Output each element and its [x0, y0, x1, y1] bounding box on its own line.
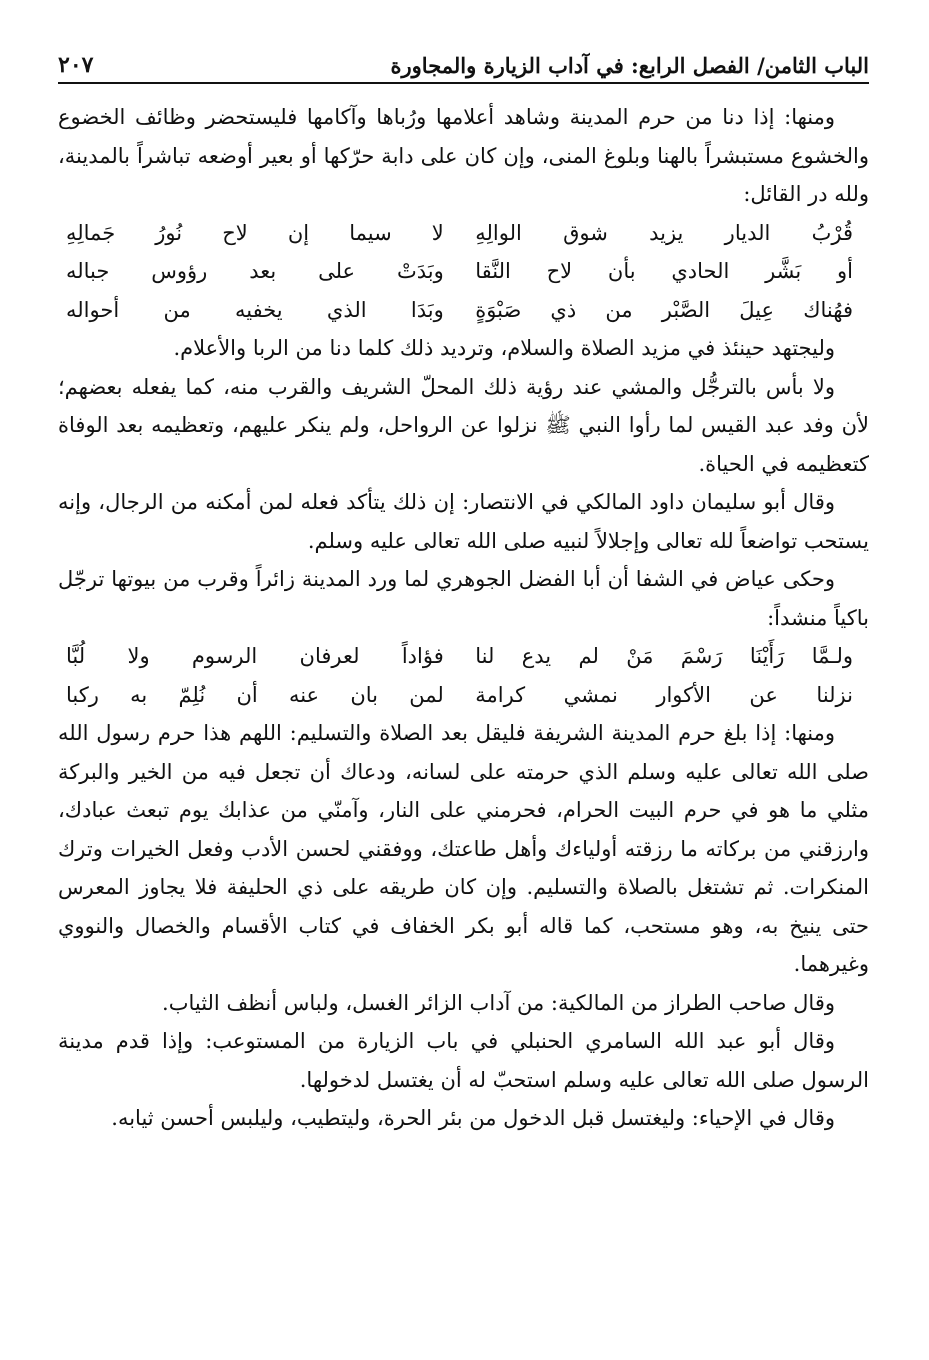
page-number: ٢٠٧ [58, 52, 94, 78]
verse-line [58, 291, 869, 330]
poem-traces [58, 637, 869, 714]
paragraph-supplication: ومنها: إذا بلغ حرم المدينة الشريفة فليقل بعد الصلاة والتسليم: اللهم هذا حرم رسول الله صلى الله تعالى عليه وسلم الذي حرمته على لسانه، ودعاك أن تجعل فيه من الخير والبركة مثلي ما هو في حرم البيت الحرام، فحرمني على النار، وآمنّي من عذابك يوم تبعث عبادك، وارزقني من بركاته ما رزقته أولياءك وأهل طاعتك، ووفقني لحسن الأدب وفعل الخيرات وترك المنكرات. ثم تشتغل بالصلاة والتسليم. وإن كان طريقه على ذي الحليفة فلا يجاوز المعرس حتى ينيخ به، وهو مستحب، كما قاله أبو بكر الخفاف في كتاب الأقسام والخصال والنووي وغيرهما. [58, 721, 869, 976]
verse-second-hemistich: فؤاداً لعرفان الرسوم ولا لُبَّا [66, 644, 444, 668]
verse-line [58, 214, 869, 253]
verse-second-hemistich: وبَدَتْ على بعد رؤوس جباله [66, 259, 444, 283]
verse-first-hemistich: قُرْبُ الديار يزيد شوق الوالِهِ [475, 220, 853, 245]
verse-first-hemistich: نزلنا عن الأكوار نمشي كرامة [475, 682, 853, 707]
paragraph-samiri: وقال أبو عبد الله السامري الحنبلي في باب الزيارة من المستوعب: وإذا قدم مدينة الرسول صلى الله تعالى عليه وسلم استحبّ له أن يغتسل لدخولها. [58, 1029, 869, 1092]
verse-second-hemistich: وبَدَا الذي يخفيه من أحواله [66, 297, 444, 322]
verse-line [58, 637, 869, 676]
verse-first-hemistich: فهُناك عِيلَ الصَّبْر من ذي صَبْوَةٍ [475, 297, 853, 322]
page-header [58, 40, 869, 84]
paragraph-tiraz: وقال صاحب الطراز من المالكية: من آداب الزائر الغسل، ولباس أنظف الثياب. [162, 990, 835, 1015]
paragraph-salutations: وليجتهد حينئذ في مزيد الصلاة والسلام، وترديد ذلك كلما دنا من الربا والأعلام. [173, 336, 835, 360]
page-body [58, 98, 869, 1138]
paragraph-iyad-shifa: وحكى عياض في الشفا أن أبا الفضل الجوهري لما ورد المدينة زائراً وقرب من بيوتها ترجّل باكياً منشداً: [58, 567, 869, 630]
verse-first-hemistich: أو بَشَّر الحادي بأن لاح النَّقا [475, 259, 853, 283]
verse-line [58, 676, 869, 715]
paragraph-approach-medina: ومنها: إذا دنا من حرم المدينة وشاهد أعلامها ورُباها وآكامها فليستحضر وظائف الخضوع والخشوع مستبشراً بالهنا وبلوغ المنى، وإن كان على دابة حرّكها أو بعير أوضعه تباشراً بالمدينة، ولله در القائل: [58, 105, 869, 206]
poem-nearness [58, 214, 869, 330]
paragraph-ihya: وقال في الإحياء: وليغتسل قبل الدخول من بئر الحرة، وليتطيب، وليلبس أحسن ثيابه. [111, 1106, 835, 1130]
paragraph-abu-sulayman: وقال أبو سليمان داود المالكي في الانتصار: إن ذلك يتأكد فعله لمن أمكنه من الرجال، وإنه يستحب تواضعاً لله تعالى وإجلالاً لنبيه صلى الله تعالى عليه وسلم. [58, 490, 869, 553]
running-title: الباب الثامن/ الفصل الرابع: في آداب الزيارة والمجاورة [390, 53, 869, 78]
paragraph-dismounting: ولا بأس بالترجُّل والمشي عند رؤية ذلك المحلّ الشريف والقرب منه، كما يفعله بعضهم؛ لأن وفد عبد القيس لما رأوا النبي ﷺ نزلوا عن الرواحل، ولم ينكر عليهم، وتعظيمه بعد الوفاة كتعظيمه في الحياة. [58, 374, 869, 476]
verse-line [58, 252, 869, 291]
verse-second-hemistich: لا سيما إن لاح نُورُ جَمالِهِ [66, 220, 444, 245]
verse-first-hemistich: ولـمَّا رَأَيْنَا رَسْمَ مَنْ لم يدع لنا [475, 644, 853, 668]
verse-second-hemistich: لمن بان عنه أن نُلِمّ به ركبا [66, 682, 444, 707]
